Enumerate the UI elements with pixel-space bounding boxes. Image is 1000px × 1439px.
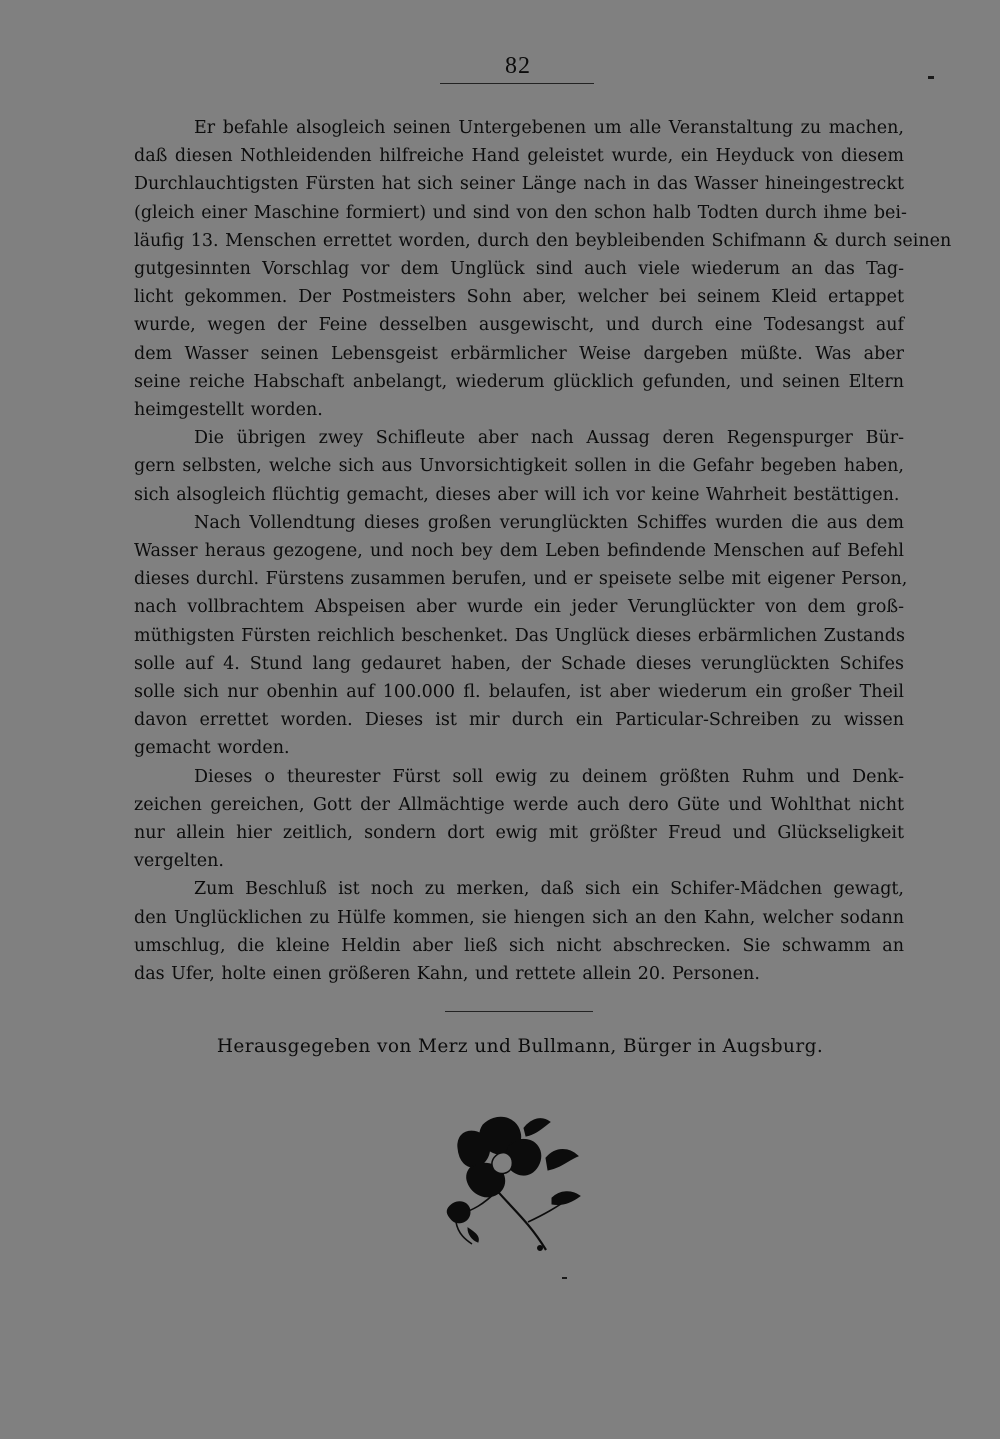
text-line: vergelten. [134, 851, 224, 872]
text-line: müthigsten Fürsten reichlich beschenket. Das Unglück dieses erbärmlichen Zustands [134, 625, 905, 646]
body-text [134, 114, 952, 988]
text-line: sich alsogleich flüchtig gemacht, dieses aber will ich vor keine Wahrheit bestättigen. [134, 484, 900, 505]
text-line: gutgesinnten Vorschlag vor dem Unglück sind auch viele wiederum an das Tag- [134, 259, 904, 280]
text-line: davon errettet worden. Dieses ist mir durch ein Particular-Schreiben zu wissen [134, 710, 904, 731]
page-number: 82 [505, 53, 531, 79]
text-line: (gleich einer Maschine formiert) und sind von den schon halb Todten durch ihme bei- [134, 202, 907, 223]
text-line: gern selbsten, welche sich aus Unvorsichtigkeit sollen in die Gefahr begeben haben, [134, 456, 904, 477]
text-line: nach vollbrachtem Abspeisen aber wurde ein jeder Verunglückter von dem groß- [134, 597, 904, 618]
closing-rule [445, 1011, 593, 1012]
text-line: Die übrigen zwey Schifleute aber nach Aussag deren Regenspurger Bür- [194, 428, 904, 449]
text-line: das Ufer, holte einen größeren Kahn, und rettete allein 20. Personen. [134, 964, 760, 985]
print-speck [928, 76, 934, 79]
text-line: daß diesen Nothleidenden hilfreiche Hand geleistet wurde, ein Heyduck von diesem [134, 146, 904, 167]
print-speck [562, 1277, 567, 1279]
text-line: den Unglücklichen zu Hülfe kommen, sie hiengen sich an den Kahn, welcher sodann [134, 907, 904, 928]
text-line: dem Wasser seinen Lebensgeist erbärmlicher Weise dargeben müßte. Was aber [134, 343, 904, 364]
page-number-rule [440, 83, 594, 84]
flower-ornament-icon [428, 1110, 588, 1260]
text-line: seine reiche Habschaft anbelangt, wiederum glücklich gefunden, und seinen Eltern [134, 371, 904, 392]
text-line: Er befahle alsogleich seinen Untergebenen um alle Veranstaltung zu machen, [194, 118, 904, 138]
text-line: dieses durchl. Fürstens zusammen berufen, und er speisete selbe mit eigener Person, [134, 569, 908, 590]
text-line: nur allein hier zeitlich, sondern dort ewig mit größter Freud und Glückseligkeit [134, 823, 904, 844]
text-line: Dieses o theurester Fürst soll ewig zu deinem größten Ruhm und Denk- [194, 766, 904, 787]
text-line: Wasser heraus gezogene, und noch bey dem Leben befindende Menschen auf Befehl [134, 541, 904, 562]
text-line: solle sich nur obenhin auf 100.000 fl. belaufen, ist aber wiederum ein großer Theil [134, 682, 904, 703]
text-line: läufig 13. Menschen errettet worden, durch den beybleibenden Schifmann & durch seinen [134, 230, 952, 251]
text-line: Zum Beschluß ist noch zu merken, daß sich ein Schifer-Mädchen gewagt, [194, 879, 904, 900]
text-line: wurde, wegen der Feine desselben ausgewischt, und durch eine Todesangst auf [134, 315, 904, 336]
text-line: licht gekommen. Der Postmeisters Sohn aber, welcher bei seinem Kleid ertappet [134, 287, 904, 308]
publisher-line: Herausgegeben von Merz und Bullmann, Bürger in Augsburg. [216, 1036, 824, 1057]
text-line: Nach Vollendtung dieses großen verunglückten Schiffes wurden die aus dem [194, 512, 904, 533]
text-line: heimgestellt worden. [134, 400, 323, 421]
text-line: gemacht worden. [134, 738, 290, 759]
text-line: zeichen gereichen, Gott der Allmächtige werde auch dero Güte und Wohlthat nicht [134, 794, 904, 815]
text-line: umschlug, die kleine Heldin aber ließ sich nicht abschrecken. Sie schwamm an [134, 935, 904, 956]
text-line: Durchlauchtigsten Fürsten hat sich seiner Länge nach in das Wasser hineingestreckt [134, 174, 904, 195]
text-line: solle auf 4. Stund lang gedauret haben, der Schade dieses verunglückten Schifes [134, 653, 904, 674]
